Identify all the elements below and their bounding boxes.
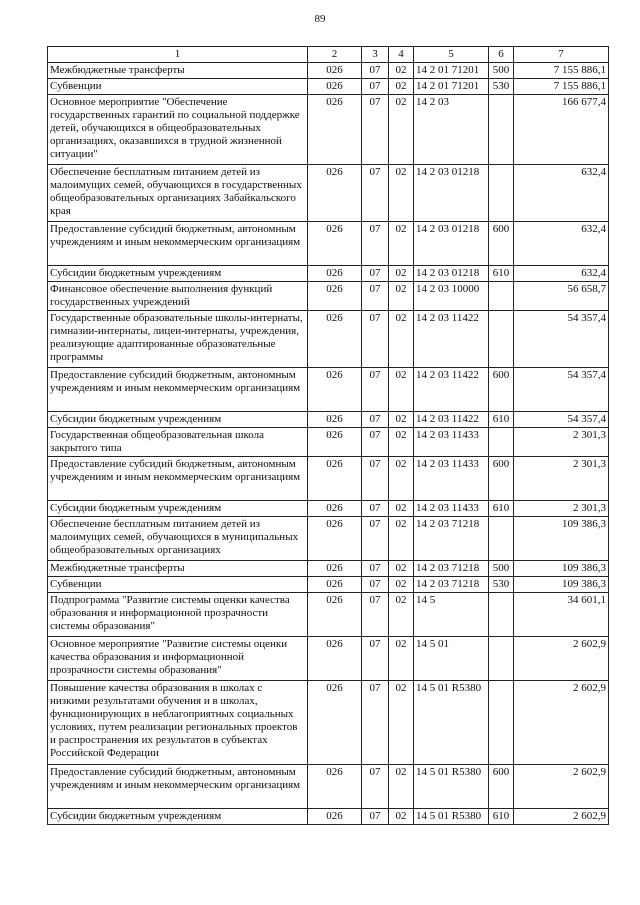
row-type-cell: 610 <box>489 266 514 282</box>
header-cell: 2 <box>308 47 362 63</box>
table-row <box>48 501 609 517</box>
row-type-cell <box>489 637 514 681</box>
row-type-cell: 600 <box>489 457 514 501</box>
row-amount-cell: 2 602,9 <box>514 681 609 765</box>
row-amount-cell: 632,4 <box>514 222 609 266</box>
row-target-cell: 14 2 03 11422 <box>414 368 489 412</box>
row-subsection-cell: 02 <box>389 63 414 79</box>
header-cell: 7 <box>514 47 609 63</box>
row-type-cell <box>489 428 514 457</box>
row-name-cell: Субвенции <box>48 577 308 593</box>
table-row <box>48 457 609 501</box>
row-amount-cell: 632,4 <box>514 266 609 282</box>
row-subsection-cell: 02 <box>389 311 414 368</box>
table-row <box>48 765 609 809</box>
row-subsection-cell: 02 <box>389 95 414 165</box>
row-code-cell: 026 <box>308 765 362 809</box>
header-cell: 1 <box>48 47 308 63</box>
row-type-cell <box>489 517 514 561</box>
table-row <box>48 266 609 282</box>
table-row <box>48 412 609 428</box>
row-section-cell: 07 <box>362 95 389 165</box>
row-type-cell: 610 <box>489 501 514 517</box>
table-row <box>48 809 609 825</box>
row-code-cell: 026 <box>308 282 362 311</box>
row-section-cell: 07 <box>362 282 389 311</box>
row-section-cell: 07 <box>362 577 389 593</box>
budget-table <box>47 46 609 825</box>
row-target-cell: 14 2 03 11433 <box>414 428 489 457</box>
row-target-cell: 14 5 <box>414 593 489 637</box>
row-section-cell: 07 <box>362 63 389 79</box>
row-type-cell: 500 <box>489 63 514 79</box>
row-code-cell: 026 <box>308 311 362 368</box>
row-code-cell: 026 <box>308 368 362 412</box>
row-amount-cell: 2 301,3 <box>514 501 609 517</box>
row-section-cell: 07 <box>362 266 389 282</box>
row-amount-cell: 54 357,4 <box>514 412 609 428</box>
row-subsection-cell: 02 <box>389 577 414 593</box>
row-amount-cell: 2 602,9 <box>514 765 609 809</box>
row-code-cell: 026 <box>308 577 362 593</box>
table-row <box>48 681 609 765</box>
header-cell: 5 <box>414 47 489 63</box>
row-name-cell: Предоставление субсидий бюджетным, автономным учреждениям и иным некоммерческим организациям <box>48 765 308 809</box>
row-subsection-cell: 02 <box>389 368 414 412</box>
row-type-cell: 610 <box>489 809 514 825</box>
row-section-cell: 07 <box>362 561 389 577</box>
row-target-cell: 14 2 03 01218 <box>414 222 489 266</box>
row-name-cell: Субсидии бюджетным учреждениям <box>48 809 308 825</box>
row-target-cell: 14 2 03 10000 <box>414 282 489 311</box>
row-name-cell: Обеспечение бесплатным питанием детей из малоимущих семей, обучающихся в муниципальных общеобразовательных организациях <box>48 517 308 561</box>
row-type-cell: 530 <box>489 577 514 593</box>
row-section-cell: 07 <box>362 457 389 501</box>
row-name-cell: Основное мероприятие "Обеспечение государственных гарантий по социальной поддержке детей, обучающихся в общеобразовательных организациях, оказавшихся в трудной жизненной ситуации" <box>48 95 308 165</box>
row-code-cell: 026 <box>308 428 362 457</box>
row-subsection-cell: 02 <box>389 428 414 457</box>
row-amount-cell: 7 155 886,1 <box>514 63 609 79</box>
row-amount-cell: 7 155 886,1 <box>514 79 609 95</box>
row-section-cell: 07 <box>362 593 389 637</box>
row-code-cell: 026 <box>308 561 362 577</box>
row-target-cell: 14 5 01 R5380 <box>414 809 489 825</box>
row-name-cell: Обеспечение бесплатным питанием детей из малоимущих семей, обучающихся в государственных общеобразовательных организациях Забайкальского края <box>48 165 308 222</box>
row-subsection-cell: 02 <box>389 501 414 517</box>
row-target-cell: 14 2 03 11433 <box>414 457 489 501</box>
row-name-cell: Государственные образовательные школы-интернаты, гимназии-интернаты, лицеи-интернаты, учреждения, реализующие адаптированные образовательные программы <box>48 311 308 368</box>
table-row <box>48 593 609 637</box>
row-target-cell: 14 2 03 11422 <box>414 412 489 428</box>
row-amount-cell: 2 301,3 <box>514 457 609 501</box>
row-code-cell: 026 <box>308 95 362 165</box>
row-name-cell: Государственная общеобразовательная школа закрытого типа <box>48 428 308 457</box>
row-amount-cell: 2 602,9 <box>514 809 609 825</box>
row-target-cell: 14 2 03 <box>414 95 489 165</box>
row-target-cell: 14 2 03 71218 <box>414 517 489 561</box>
row-name-cell: Субсидии бюджетным учреждениям <box>48 501 308 517</box>
row-name-cell: Субвенции <box>48 79 308 95</box>
row-name-cell: Финансовое обеспечение выполнения функций государственных учреждений <box>48 282 308 311</box>
row-subsection-cell: 02 <box>389 222 414 266</box>
row-subsection-cell: 02 <box>389 266 414 282</box>
table-row <box>48 561 609 577</box>
row-amount-cell: 34 601,1 <box>514 593 609 637</box>
row-target-cell: 14 2 01 71201 <box>414 79 489 95</box>
table-row <box>48 63 609 79</box>
table-row <box>48 95 609 165</box>
table-row <box>48 637 609 681</box>
row-amount-cell: 109 386,3 <box>514 517 609 561</box>
row-code-cell: 026 <box>308 222 362 266</box>
row-name-cell: Межбюджетные трансферты <box>48 63 308 79</box>
row-subsection-cell: 02 <box>389 457 414 501</box>
row-target-cell: 14 2 01 71201 <box>414 63 489 79</box>
row-target-cell: 14 5 01 R5380 <box>414 765 489 809</box>
row-subsection-cell: 02 <box>389 165 414 222</box>
row-section-cell: 07 <box>362 412 389 428</box>
row-code-cell: 026 <box>308 681 362 765</box>
row-code-cell: 026 <box>308 412 362 428</box>
row-amount-cell: 54 357,4 <box>514 311 609 368</box>
row-subsection-cell: 02 <box>389 765 414 809</box>
row-type-cell <box>489 165 514 222</box>
row-type-cell: 600 <box>489 765 514 809</box>
row-target-cell: 14 5 01 <box>414 637 489 681</box>
row-name-cell: Межбюджетные трансферты <box>48 561 308 577</box>
row-subsection-cell: 02 <box>389 412 414 428</box>
row-amount-cell: 632,4 <box>514 165 609 222</box>
row-section-cell: 07 <box>362 311 389 368</box>
row-code-cell: 026 <box>308 637 362 681</box>
row-code-cell: 026 <box>308 266 362 282</box>
row-type-cell: 600 <box>489 222 514 266</box>
row-section-cell: 07 <box>362 368 389 412</box>
row-amount-cell: 54 357,4 <box>514 368 609 412</box>
row-amount-cell: 166 677,4 <box>514 95 609 165</box>
row-type-cell <box>489 95 514 165</box>
row-code-cell: 026 <box>308 501 362 517</box>
page-number: 89 <box>314 13 326 25</box>
table-row <box>48 282 609 311</box>
row-section-cell: 07 <box>362 79 389 95</box>
row-target-cell: 14 2 03 11422 <box>414 311 489 368</box>
row-section-cell: 07 <box>362 501 389 517</box>
row-type-cell <box>489 282 514 311</box>
header-cell: 3 <box>362 47 389 63</box>
row-name-cell: Субсидии бюджетным учреждениям <box>48 266 308 282</box>
row-type-cell: 610 <box>489 412 514 428</box>
row-target-cell: 14 2 03 01218 <box>414 266 489 282</box>
row-section-cell: 07 <box>362 222 389 266</box>
row-subsection-cell: 02 <box>389 809 414 825</box>
row-section-cell: 07 <box>362 809 389 825</box>
row-section-cell: 07 <box>362 681 389 765</box>
row-subsection-cell: 02 <box>389 517 414 561</box>
table-row <box>48 79 609 95</box>
row-subsection-cell: 02 <box>389 561 414 577</box>
row-amount-cell: 109 386,3 <box>514 577 609 593</box>
row-code-cell: 026 <box>308 517 362 561</box>
row-name-cell: Основное мероприятие "Развитие системы оценки качества образования и информационной прозрачности системы образования" <box>48 637 308 681</box>
row-subsection-cell: 02 <box>389 637 414 681</box>
table-row <box>48 222 609 266</box>
row-subsection-cell: 02 <box>389 79 414 95</box>
row-code-cell: 026 <box>308 809 362 825</box>
row-target-cell: 14 5 01 R5380 <box>414 681 489 765</box>
table-row <box>48 368 609 412</box>
row-name-cell: Предоставление субсидий бюджетным, автономным учреждениям и иным некоммерческим организациям <box>48 457 308 501</box>
row-subsection-cell: 02 <box>389 681 414 765</box>
row-type-cell <box>489 593 514 637</box>
row-section-cell: 07 <box>362 765 389 809</box>
row-type-cell: 530 <box>489 79 514 95</box>
row-subsection-cell: 02 <box>389 593 414 637</box>
row-code-cell: 026 <box>308 79 362 95</box>
row-type-cell <box>489 311 514 368</box>
row-target-cell: 14 2 03 71218 <box>414 561 489 577</box>
header-cell: 6 <box>489 47 514 63</box>
table-row <box>48 311 609 368</box>
row-target-cell: 14 2 03 71218 <box>414 577 489 593</box>
row-name-cell: Субсидии бюджетным учреждениям <box>48 412 308 428</box>
row-type-cell: 500 <box>489 561 514 577</box>
table-row <box>48 517 609 561</box>
row-type-cell <box>489 681 514 765</box>
row-name-cell: Повышение качества образования в школах с низкими результатами обучения и в школах, функционирующих в неблагоприятных социальных условиях, путем реализации региональных проектов и распространения их результатов в субъектах Российской Федерации <box>48 681 308 765</box>
row-section-cell: 07 <box>362 428 389 457</box>
table-row <box>48 165 609 222</box>
row-amount-cell: 2 301,3 <box>514 428 609 457</box>
row-name-cell: Предоставление субсидий бюджетным, автономным учреждениям и иным некоммерческим организациям <box>48 222 308 266</box>
row-amount-cell: 2 602,9 <box>514 637 609 681</box>
row-amount-cell: 56 658,7 <box>514 282 609 311</box>
row-code-cell: 026 <box>308 593 362 637</box>
table-row <box>48 577 609 593</box>
row-code-cell: 026 <box>308 165 362 222</box>
row-section-cell: 07 <box>362 517 389 561</box>
row-type-cell: 600 <box>489 368 514 412</box>
row-code-cell: 026 <box>308 457 362 501</box>
row-section-cell: 07 <box>362 637 389 681</box>
row-amount-cell: 109 386,3 <box>514 561 609 577</box>
row-section-cell: 07 <box>362 165 389 222</box>
header-row <box>48 47 609 63</box>
row-subsection-cell: 02 <box>389 282 414 311</box>
row-name-cell: Предоставление субсидий бюджетным, автономным учреждениям и иным некоммерческим организациям <box>48 368 308 412</box>
table-row <box>48 428 609 457</box>
row-target-cell: 14 2 03 01218 <box>414 165 489 222</box>
row-name-cell: Подпрограмма "Развитие системы оценки качества образования и информационной прозрачности системы образования" <box>48 593 308 637</box>
row-code-cell: 026 <box>308 63 362 79</box>
header-cell: 4 <box>389 47 414 63</box>
row-target-cell: 14 2 03 11433 <box>414 501 489 517</box>
